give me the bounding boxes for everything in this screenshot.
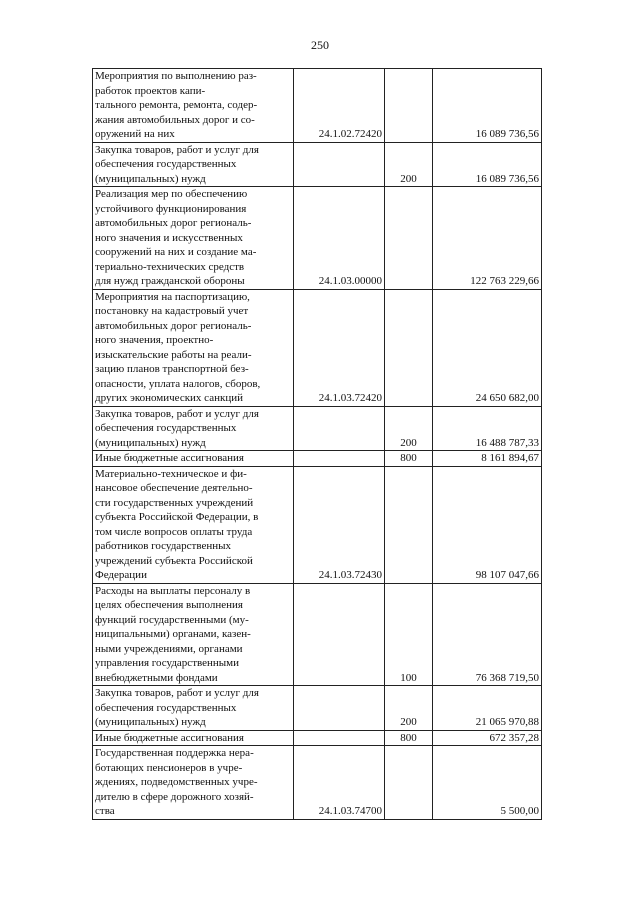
row-description: [93, 686, 294, 731]
row-target-code: [294, 451, 385, 467]
description-line: опасности, уплата налогов, сборов,: [95, 377, 261, 390]
description-line: субъекта Российской Федерации, в: [95, 511, 259, 523]
description-line: Иные бюджетные ассигнования: [95, 452, 244, 464]
description-line: работок проектов капи-: [95, 84, 206, 97]
row-target-code: 24.1.03.00000: [294, 187, 385, 290]
description-line: ждениях, подведомственных учре-: [95, 776, 258, 788]
row-expense-type: 200: [385, 142, 433, 187]
row-amount: 16 089 736,56: [433, 69, 542, 143]
row-expense-type: [385, 466, 433, 583]
row-amount: 76 368 719,50: [433, 583, 542, 686]
description-line: Иные бюджетные ассигнования: [95, 731, 244, 744]
row-expense-type: [385, 187, 433, 290]
description-line: изыскательские работы на реали-: [95, 348, 252, 361]
row-description: [93, 746, 294, 820]
description-line: дителю в сфере дорожного хозяй-: [95, 790, 254, 803]
description-line: внебюджетными фондами: [95, 671, 218, 684]
table-row: [93, 187, 542, 290]
description-line: зацию планов транспортной без-: [95, 363, 249, 375]
description-line: обеспечения государственных: [95, 701, 237, 714]
row-expense-type: [385, 69, 433, 143]
description-line: Мероприятия по выполнению раз-: [95, 70, 257, 82]
row-amount: 672 357,28: [433, 730, 542, 746]
table-row: [93, 142, 542, 187]
table-row: [93, 746, 542, 820]
description-line: функций государственными (му-: [95, 613, 249, 626]
description-line: Закупка товаров, работ и услуг для: [95, 143, 259, 156]
description-line: Реализация мер по обеспечению: [95, 188, 248, 200]
description-line: териально-технических средств: [95, 260, 245, 273]
description-line: сти государственных учреждений: [95, 496, 254, 509]
row-amount: 122 763 229,66: [433, 187, 542, 290]
row-description: [93, 466, 294, 583]
budget-table: [92, 68, 542, 820]
row-amount: 16 089 736,56: [433, 142, 542, 187]
description-line: управления государственными: [95, 657, 240, 669]
description-line: постановку на кадастровый учет: [95, 305, 249, 317]
row-target-code: 24.1.03.72430: [294, 466, 385, 583]
row-amount: 21 065 970,88: [433, 686, 542, 731]
description-line: работников государственных: [95, 540, 232, 552]
description-line: Мероприятия на паспортизацию,: [95, 290, 250, 303]
description-line: сооружений на них и создание ма-: [95, 246, 257, 258]
description-line: обеспечения государственных: [95, 422, 237, 434]
row-amount: 5 500,00: [433, 746, 542, 820]
description-line: Материально-техническое и фи-: [95, 467, 247, 480]
row-description: [93, 730, 294, 746]
description-line: учреждений субъекта Российской: [95, 554, 253, 567]
row-expense-type: 100: [385, 583, 433, 686]
description-line: автомобильных дорог региональ-: [95, 319, 252, 332]
row-expense-type: [385, 289, 433, 406]
row-description: [93, 451, 294, 467]
row-amount: 16 488 787,33: [433, 406, 542, 451]
table-row: [93, 583, 542, 686]
description-line: Закупка товаров, работ и услуг для: [95, 687, 259, 699]
description-line: (муниципальных) нужд: [95, 436, 206, 449]
row-expense-type: 800: [385, 730, 433, 746]
table-row: [93, 406, 542, 451]
row-target-code: [294, 583, 385, 686]
description-line: (муниципальных) нужд: [95, 716, 206, 728]
row-expense-type: 200: [385, 406, 433, 451]
row-target-code: 24.1.03.74700: [294, 746, 385, 820]
description-line: ного значения и искусственных: [95, 231, 243, 244]
row-target-code: 24.1.02.72420: [294, 69, 385, 143]
description-line: устойчивого функционирования: [95, 202, 247, 215]
description-line: тального ремонта, ремонта, содер-: [95, 99, 258, 111]
description-line: (муниципальных) нужд: [95, 172, 206, 185]
budget-table-body: [93, 69, 542, 820]
description-line: оружений на них: [95, 128, 175, 140]
description-line: ными учреждениями, органами: [95, 642, 243, 655]
row-expense-type: [385, 746, 433, 820]
row-description: [93, 142, 294, 187]
description-line: автомобильных дорог региональ-: [95, 217, 252, 229]
page-number: 250: [311, 38, 329, 52]
description-line: Федерации: [95, 569, 147, 581]
table-row: [93, 730, 542, 746]
description-line: ства: [95, 805, 115, 817]
row-description: [93, 187, 294, 290]
table-row: [93, 686, 542, 731]
description-line: для нужд гражданской обороны: [95, 275, 245, 287]
description-line: обеспечения государственных: [95, 158, 237, 170]
row-target-code: [294, 142, 385, 187]
row-amount: 24 650 682,00: [433, 289, 542, 406]
description-line: Закупка товаров, работ и услуг для: [95, 407, 259, 420]
table-row: [93, 451, 542, 467]
description-line: нансовое обеспечение деятельно-: [95, 482, 253, 494]
description-line: других экономических санкций: [95, 392, 243, 404]
row-target-code: [294, 686, 385, 731]
description-line: том числе вопросов оплаты труда: [95, 525, 253, 538]
description-line: Расходы на выплаты персоналу в: [95, 584, 251, 597]
row-target-code: [294, 406, 385, 451]
row-expense-type: 200: [385, 686, 433, 731]
table-row: [93, 289, 542, 406]
description-line: ниципальными) органами, казен-: [95, 628, 251, 640]
row-description: [93, 69, 294, 143]
row-expense-type: 800: [385, 451, 433, 467]
description-line: ного значения, проектно-: [95, 334, 214, 346]
table-row: [93, 466, 542, 583]
description-line: жания автомобильных дорог и со-: [95, 113, 255, 126]
description-line: ботающих пенсионеров в учре-: [95, 761, 243, 774]
row-target-code: 24.1.03.72420: [294, 289, 385, 406]
table-row: [93, 69, 542, 143]
description-line: целях обеспечения выполнения: [95, 599, 243, 611]
row-description: [93, 406, 294, 451]
row-description: [93, 583, 294, 686]
description-line: Государственная поддержка нера-: [95, 747, 254, 759]
row-description: [93, 289, 294, 406]
row-target-code: [294, 730, 385, 746]
row-amount: 8 161 894,67: [433, 451, 542, 467]
row-amount: 98 107 047,66: [433, 466, 542, 583]
